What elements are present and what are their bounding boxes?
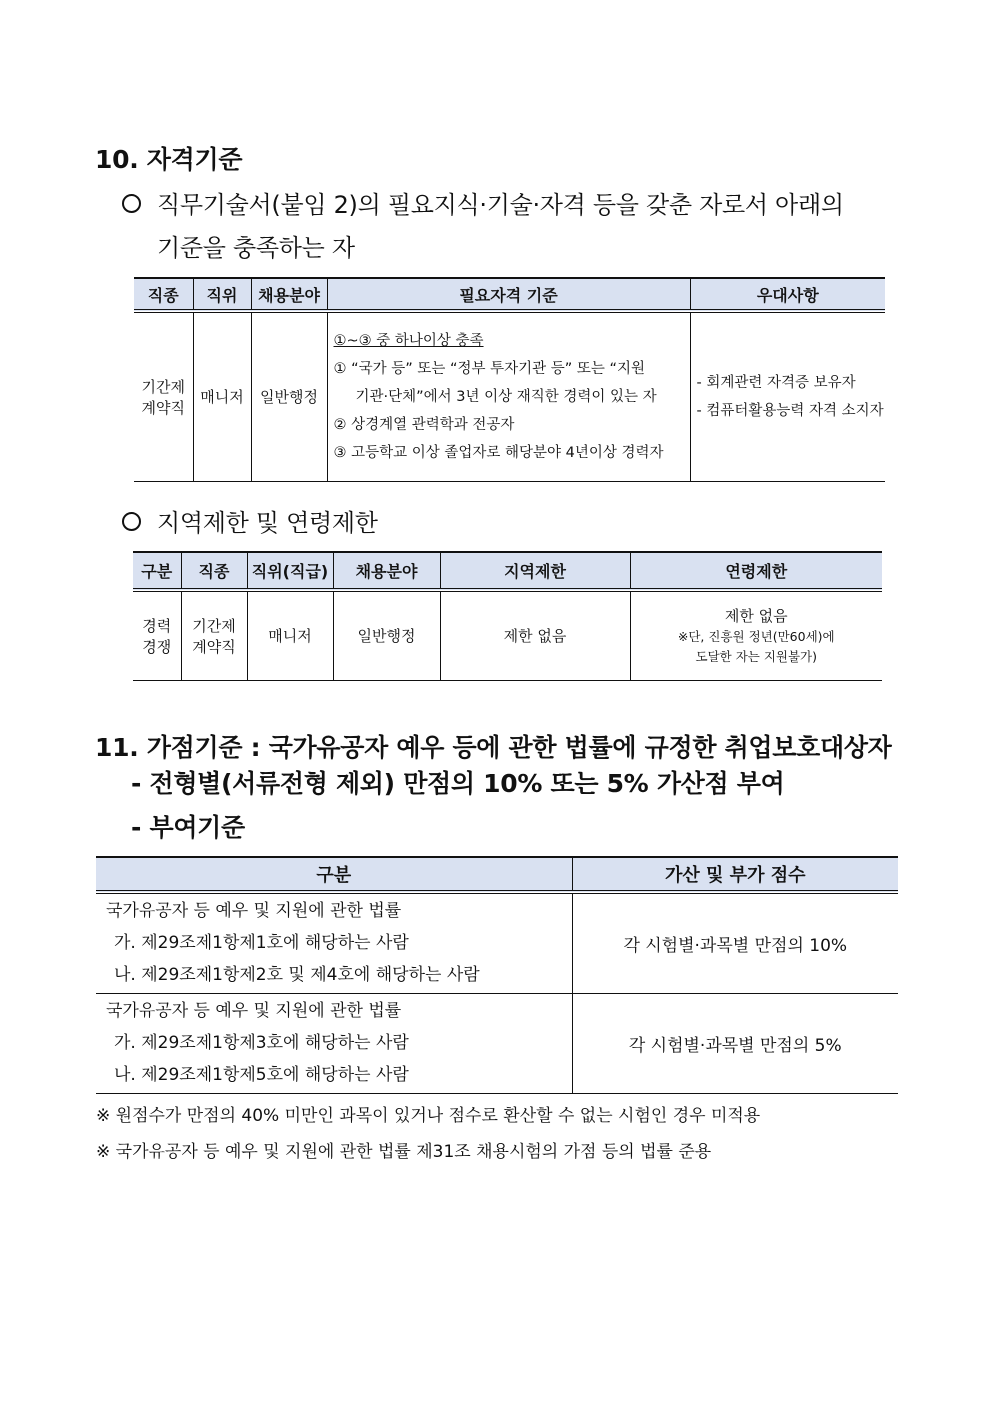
circle-bullet-icon	[122, 194, 141, 213]
job-type-line2: 계약직	[141, 398, 185, 417]
note-2: ※ 국가유공자 등 예우 및 지원에 관한 법률 제31조 채용시험의 가점 등의 법률 준용	[96, 1142, 712, 1162]
cell-category	[133, 590, 181, 680]
bonus-line: - 전형별(서류전형 제외) 만점의 10% 또는 5% 가산점 부여	[131, 769, 785, 798]
header-job-type: 직종	[134, 278, 193, 311]
circle-bullet-icon	[122, 512, 141, 531]
section-10-heading: 10. 자격기준	[95, 145, 243, 174]
header-region: 지역제한	[440, 552, 630, 590]
header-age: 연령제한	[630, 552, 882, 590]
age-line1: 제한 없음	[724, 606, 788, 625]
qualification-bullet-line2: 기준을 충족하는 자	[157, 234, 355, 262]
cell-field: 일반행정	[251, 311, 327, 481]
cell-job-type	[134, 311, 193, 481]
header-category: 구분	[96, 857, 572, 892]
law-item-b: 나. 제29조제1항제5호에 해당하는 사람	[114, 1065, 409, 1085]
cell-age	[630, 590, 882, 680]
bonus-table-header	[96, 857, 898, 892]
restriction-text: 지역제한 및 연령제한	[157, 509, 378, 537]
cell-points: 각 시험별·과목별 만점의 5%	[572, 993, 898, 1093]
job-type-line1: 기간제	[192, 616, 236, 635]
criteria-item-1-cont: 기관·단체”에서 3년 이상 재직한 경력이 있는 자	[355, 388, 657, 405]
table-row	[134, 311, 885, 481]
law-title: 국가유공자 등 예우 및 지원에 관한 법률	[106, 1001, 402, 1021]
law-item-a: 가. 제29조제1항제3호에 해당하는 사람	[114, 1033, 409, 1053]
criteria-summary: ①~③ 중 하나이상 충족	[333, 332, 484, 349]
header-category: 구분	[133, 552, 181, 590]
restriction-table	[133, 551, 882, 681]
qualification-table-header	[134, 278, 885, 311]
qualification-bullet-line1	[122, 185, 844, 220]
table-row	[96, 993, 898, 1093]
cell-criteria	[327, 311, 690, 481]
bonus-criteria-line: - 부여기준	[131, 813, 245, 842]
cell-points: 각 시험별·과목별 만점의 10%	[572, 892, 898, 993]
table-row	[133, 590, 882, 680]
qualification-text: 직무기술서(붙임 2)의 필요지식·기술·자격 등을 갖춘 자로서 아래의	[157, 191, 844, 219]
job-type-line1: 기간제	[141, 377, 185, 396]
restriction-bullet	[122, 503, 378, 538]
law-item-a: 가. 제29조제1항제1호에 해당하는 사람	[114, 933, 409, 954]
cell-region: 제한 없음	[440, 590, 630, 680]
cell-job-type	[181, 590, 247, 680]
header-position: 직위	[193, 278, 251, 311]
table-row	[96, 892, 898, 993]
header-field: 채용분야	[333, 552, 440, 590]
header-grade: 직위(직급)	[247, 552, 333, 590]
cell-preferred	[690, 311, 885, 481]
preferred-item-2: - 컴퓨터활용능력 자격 소지자	[696, 402, 884, 419]
age-line2: ※단, 진흥원 정년(만60세)에	[677, 628, 835, 644]
criteria-item-1: ① “국가 등” 또는 “정부 투자기관 등” 또는 “지원	[333, 360, 646, 377]
cell-law	[96, 892, 572, 993]
preferred-item-1: - 회계관련 자격증 보유자	[696, 374, 856, 391]
header-field: 채용분야	[251, 278, 327, 311]
bonus-table	[96, 856, 898, 1094]
criteria-item-2: ② 상경계열 관력학과 전공자	[333, 416, 515, 433]
cell-field: 일반행정	[333, 590, 440, 680]
job-type-line2: 계약직	[192, 637, 236, 656]
note-1: ※ 원점수가 만점의 40% 미만인 과목이 있거나 점수로 환산할 수 없는 시험인 경우 미적용	[96, 1106, 761, 1126]
qualification-table	[134, 277, 885, 482]
header-job-type: 직종	[181, 552, 247, 590]
category-line1: 경력	[142, 616, 172, 635]
age-line3: 도달한 자는 지원불가)	[695, 648, 817, 664]
restriction-table-header	[133, 552, 882, 590]
law-item-b: 나. 제29조제1항제2호 및 제4호에 해당하는 사람	[114, 965, 480, 986]
criteria-item-3: ③ 고등학교 이상 졸업자로 해당분야 4년이상 경력자	[333, 444, 664, 461]
cell-grade: 매니저	[247, 590, 333, 680]
law-title: 국가유공자 등 예우 및 지원에 관한 법률	[106, 901, 402, 922]
section-11-heading: 11. 가점기준 : 국가유공자 예우 등에 관한 법률에 규정한 취업보호대상자	[95, 733, 892, 762]
cell-position: 매니저	[193, 311, 251, 481]
cell-law	[96, 993, 572, 1093]
header-points: 가산 및 부가 점수	[572, 857, 898, 892]
category-line2: 경쟁	[142, 637, 172, 656]
header-criteria: 필요자격 기준	[327, 278, 690, 311]
header-preferred: 우대사항	[690, 278, 885, 311]
